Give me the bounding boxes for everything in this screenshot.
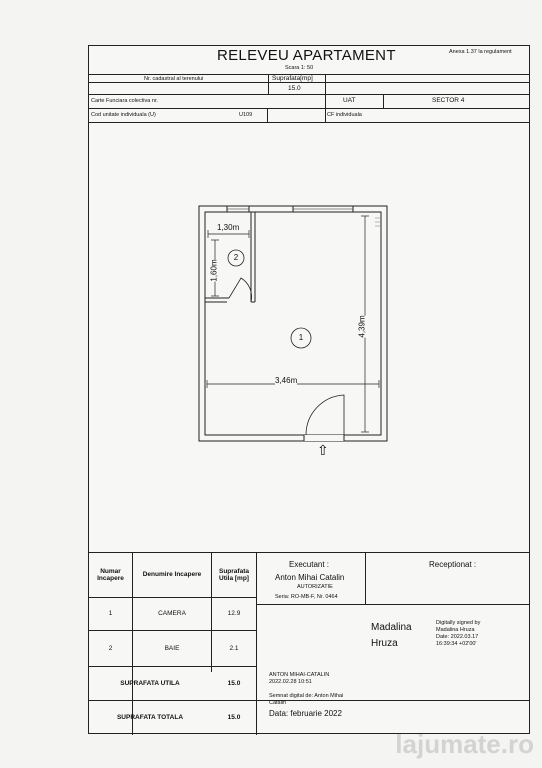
table-header-area: Suprafata Utila [mp] <box>219 567 249 582</box>
table-row-2-name: BAIE <box>164 644 180 652</box>
table-row-1-area: 12.9 <box>227 610 241 617</box>
digital-line-1: ANTON MIHAI-CATALIN <box>269 672 330 678</box>
table-header-name: Denumire Incapere <box>142 571 202 578</box>
executant-name: Anton Mihai Catalin <box>275 573 345 582</box>
cadastral-label: Nr. cadastral al terenului <box>144 76 204 82</box>
dim-bath-height: 1,60m <box>209 259 219 282</box>
total-area-label: SUPRAFATA TOTALA <box>116 714 184 721</box>
document-title: RELEVEU APARTAMENT <box>217 47 396 64</box>
uat-label: UAT <box>343 97 356 104</box>
room-1-number: 1 <box>298 333 304 342</box>
dim-room-height: 4,39m <box>357 315 367 338</box>
unit-code-value: U109 <box>239 112 253 118</box>
sig-line-1: Digitally signed by <box>436 620 481 626</box>
useful-area-value: 15.0 <box>227 679 241 687</box>
signed-line-1: Semnat digital de: Anton Mihai <box>269 693 344 699</box>
uat-value: SECTOR 4 <box>432 97 465 104</box>
sig-line-2: Madalina Hruza <box>436 627 475 633</box>
floor-plan <box>89 46 529 546</box>
annex-note: Anexa 1.37 la regulament <box>449 49 512 55</box>
site-watermark: lajumate.ro <box>395 729 534 759</box>
room-2-number: 2 <box>233 253 239 262</box>
executant-series: Seria: RO-MB-F, Nr. 0464 <box>275 594 338 600</box>
document-sheet <box>88 45 530 734</box>
table-row-1-number: 1 <box>108 610 113 617</box>
area-value: 15.0 <box>288 85 301 92</box>
receptionat-heading: Receptionat : <box>429 560 477 569</box>
signed-line-2: Catalin <box>269 700 287 706</box>
executant-authorization: AUTORIZATIE <box>297 584 333 590</box>
area-label: Suprafata[mp] <box>272 75 313 82</box>
sig-line-3: Date: 2022.03.17 <box>436 634 479 640</box>
cf-label: CF individuala <box>327 112 362 118</box>
total-area-value: 15.0 <box>227 714 241 721</box>
scale-label: Scara 1: 50 <box>285 65 314 71</box>
signer-name-line-1: Madalina <box>371 622 412 633</box>
table-header-number: Numar Incapere <box>97 567 124 582</box>
signer-name-line-2: Hruza <box>371 638 398 649</box>
table-row-2-number: 2 <box>108 644 113 652</box>
sig-line-4: 16:39:34 +02'00' <box>436 641 477 647</box>
dim-room-width: 3,46m <box>275 376 298 385</box>
dim-bath-width: 1,30m <box>217 223 240 232</box>
digital-line-2: 2022.02.28 10:51 <box>269 679 312 685</box>
unit-code-label: Cod unitate individuala (U) <box>91 112 156 118</box>
table-row-2-area: 2.1 <box>229 644 239 652</box>
table-row-1-name: CAMERA <box>158 610 186 617</box>
useful-area-label: SUPRAFATA UTILA <box>120 679 180 687</box>
document-date: Data: februarie 2022 <box>269 709 342 718</box>
entrance-arrow-icon: ⇧ <box>317 442 329 458</box>
executant-heading: Executant : <box>289 560 330 569</box>
carte-funciara-label: Carte Funciara colectiva nr. <box>91 98 158 104</box>
